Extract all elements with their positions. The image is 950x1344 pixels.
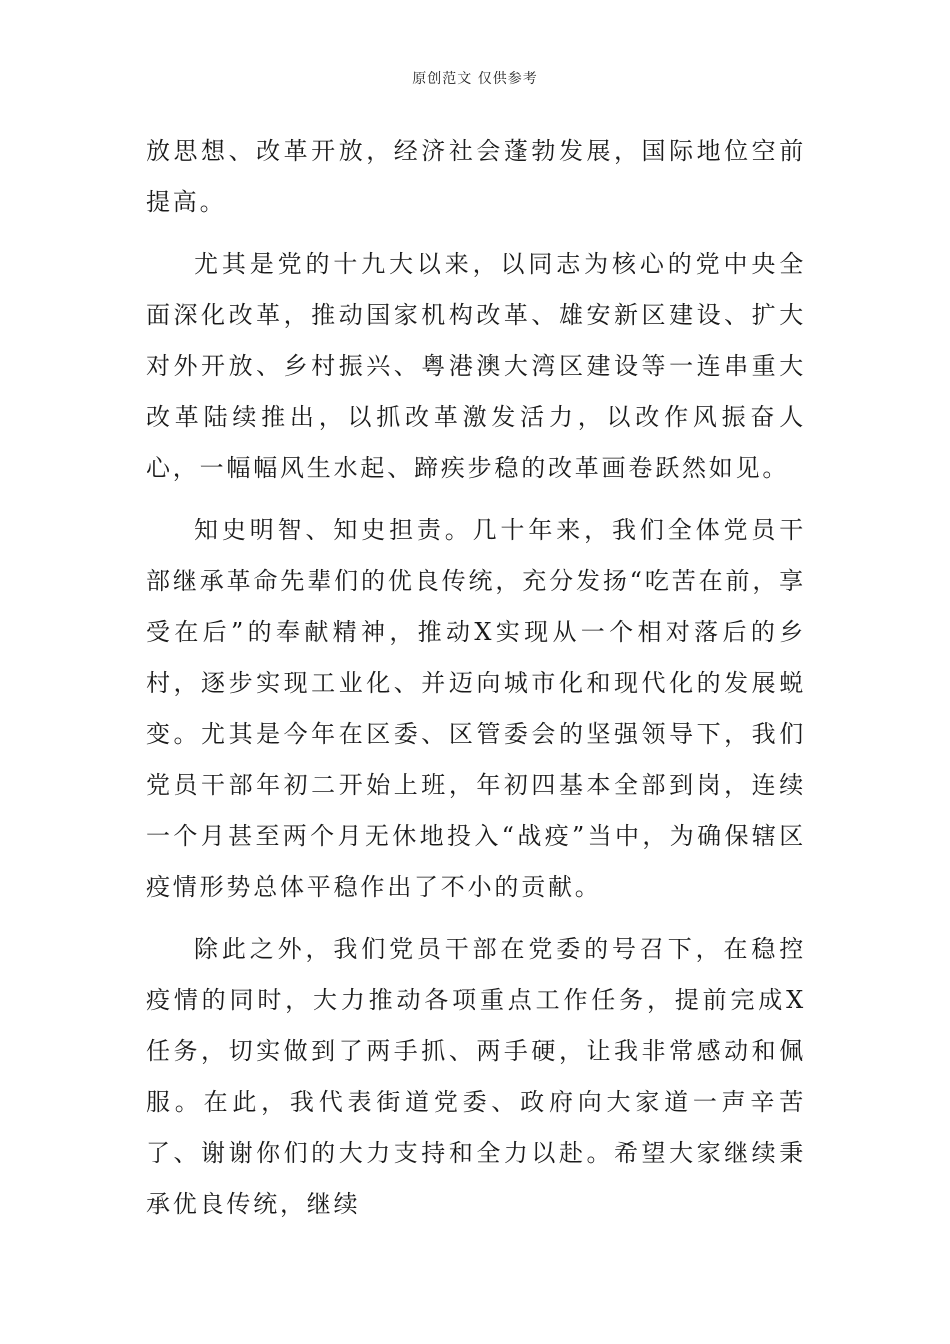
paragraph-history: 知史明智、知史担责。几十年来，我们全体党员干部继承革命先辈们的优良传统，充分发扬“吃苦在前，享受在后”的奉献精神，推动X实现从一个相对落后的乡村，逐步实现工业化、并迈向城市化和现代化的发展蜕变。尤其是今年在区委、区管委会的坚强领导下，我们党员干部年初二开始上班，年初四基本全部到岗，连续一个月甚至两个月无休地投入“战疫”当中，为确保辖区疫情形势总体平稳作出了不小的贡献。 [146,516,806,901]
document-body [146,126,806,1241]
paragraph-reform: 尤其是党的十九大以来，以同志为核心的党中央全面深化改革，推动国家机构改革、雄安新区建设、扩大对外开放、乡村振兴、粤港澳大湾区建设等一连串重大改革陆续推出，以抓改革激发活力，以改作风振奋人心，一幅幅风生水起、蹄疾步稳的改革画卷跃然如见。 [146,250,806,482]
header-note: 原创范文 仅供参考 [412,71,538,87]
paragraph-continuation: 放思想、改革开放，经济社会蓬勃发展，国际地位空前提高。 [146,137,806,216]
paragraph-thanks: 除此之外，我们党员干部在党委的号召下，在稳控疫情的同时，大力推动各项重点工作任务，提前完成X任务，切实做到了两手抓、两手硬，让我非常感动和佩服。在此，我代表街道党委、政府向大家道一声辛苦了、谢谢你们的大力支持和全力以赴。希望大家继续秉承优良传统，继续 [146,935,806,1218]
